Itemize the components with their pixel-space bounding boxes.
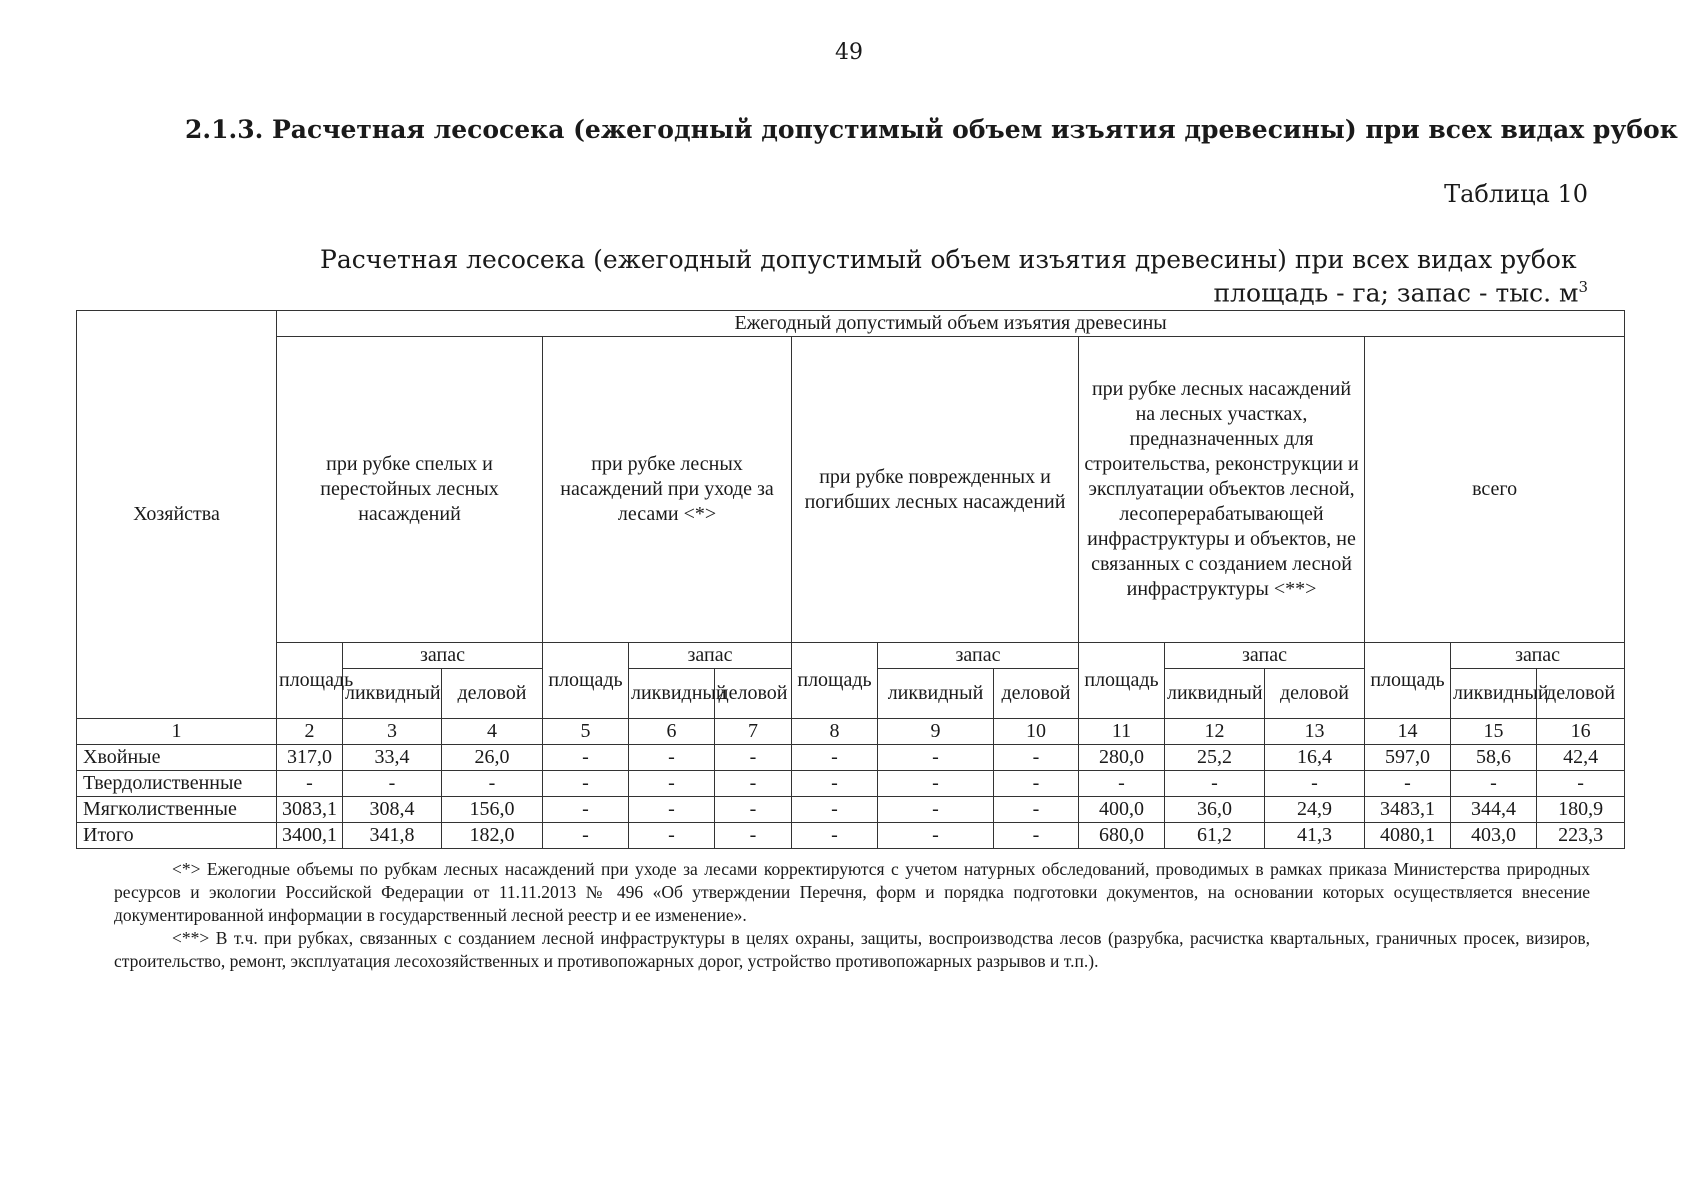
cell: - (792, 745, 878, 771)
cell: 61,2 (1165, 823, 1265, 849)
cell: 33,4 (343, 745, 442, 771)
col-number: 13 (1265, 719, 1365, 745)
header-liquid: ликвидный (343, 669, 442, 719)
header-stock: запас (343, 643, 543, 669)
row-name: Твердолиственные (77, 771, 277, 797)
table-label: Таблица 10 (1444, 180, 1588, 208)
header-farms: Хозяйства (77, 311, 277, 719)
header-liquid: ликвидный (1451, 669, 1537, 719)
cell: 223,3 (1537, 823, 1625, 849)
header-group-total: всего (1365, 337, 1625, 643)
cell: 280,0 (1079, 745, 1165, 771)
header-stock: запас (629, 643, 792, 669)
header-stock: запас (878, 643, 1079, 669)
cell: - (1165, 771, 1265, 797)
cell: 403,0 (1451, 823, 1537, 849)
cell: 597,0 (1365, 745, 1451, 771)
cell: - (878, 771, 994, 797)
cell: 344,4 (1451, 797, 1537, 823)
cell: 400,0 (1079, 797, 1165, 823)
header-business: деловой (1537, 669, 1625, 719)
header-stock: запас (1451, 643, 1625, 669)
units-note (1213, 278, 1588, 307)
table-title: Расчетная лесосека (ежегодный допустимый объем изъятия древесины) при всех видах рубок (320, 245, 1577, 274)
col-number: 11 (1079, 719, 1165, 745)
header-liquid: ликвидный (629, 669, 715, 719)
cell: - (715, 823, 792, 849)
cell: - (994, 745, 1079, 771)
cell: - (878, 823, 994, 849)
cell: - (629, 797, 715, 823)
table-row-coniferous (77, 745, 1625, 771)
cell: 3483,1 (1365, 797, 1451, 823)
col-number: 3 (343, 719, 442, 745)
col-number: 12 (1165, 719, 1265, 745)
header-annual-volume: Ежегодный допустимый объем изъятия древесины (277, 311, 1625, 337)
cell: - (442, 771, 543, 797)
cell: - (1365, 771, 1451, 797)
header-area: площадь (543, 643, 629, 719)
cell: - (792, 823, 878, 849)
cell: - (1537, 771, 1625, 797)
col-number: 1 (77, 719, 277, 745)
col-number: 16 (1537, 719, 1625, 745)
cell: - (994, 823, 1079, 849)
cell: - (343, 771, 442, 797)
cell: - (715, 797, 792, 823)
cell: - (1079, 771, 1165, 797)
cell: 4080,1 (1365, 823, 1451, 849)
cell: - (543, 823, 629, 849)
col-number: 6 (629, 719, 715, 745)
header-group-care: при рубке лесных насаждений при уходе за лесами <*> (543, 337, 792, 643)
row-name: Мягколиственные (77, 797, 277, 823)
header-business: деловой (715, 669, 792, 719)
col-number: 4 (442, 719, 543, 745)
col-number: 15 (1451, 719, 1537, 745)
cell: - (1451, 771, 1537, 797)
col-number: 14 (1365, 719, 1451, 745)
cell: - (715, 745, 792, 771)
cell: - (543, 771, 629, 797)
cell: 317,0 (277, 745, 343, 771)
header-group-construction: при рубке лесных насаждений на лесных участках, предназначенных для строительства, реконструкции и эксплуатации объектов лесной, лесоперерабатывающей инфраструктуры и объектов, не связанных с созданием лесной инфраструктуры <**> (1079, 337, 1365, 643)
cell: - (629, 771, 715, 797)
row-name: Хвойные (77, 745, 277, 771)
header-area: площадь (1365, 643, 1451, 719)
cell: 41,3 (1265, 823, 1365, 849)
section-heading: 2.1.3. Расчетная лесосека (ежегодный допустимый объем изъятия древесины) при всех видах рубок (185, 115, 1678, 144)
allowable-cut-table (76, 310, 1625, 849)
units-text: площадь - га; запас - тыс. м (1213, 278, 1579, 308)
units-superscript: 3 (1578, 278, 1588, 296)
cell: - (878, 745, 994, 771)
cell: - (629, 823, 715, 849)
table-row-hardwood (77, 771, 1625, 797)
col-number: 8 (792, 719, 878, 745)
cell: 24,9 (1265, 797, 1365, 823)
cell: 308,4 (343, 797, 442, 823)
table-row-softwood (77, 797, 1625, 823)
table-row-total (77, 823, 1625, 849)
cell: 36,0 (1165, 797, 1265, 823)
row-name: Итого (77, 823, 277, 849)
footnote-infrastructure: <**> В т.ч. при рубках, связанных с созданием лесной инфраструктуры в целях охраны, защиты, воспроизводства лесов (разрубка, расчистка квартальных, граничных просек, визиров, строительство, ремонт, эксплуатация лесохозяйственных и противопожарных дорог, устройство противопожарных разрывов и т.п.). (114, 928, 1590, 971)
cell: - (994, 797, 1079, 823)
cell: - (629, 745, 715, 771)
col-number: 9 (878, 719, 994, 745)
footnote-care: <*> Ежегодные объемы по рубкам лесных насаждений при уходе за лесами корректируются с учетом натурных обследований, проводимых в рамках приказа Министерства природных ресурсов и экологии Российской Федерации от 11.11.2013 № 496 «Об утверждении Перечня, форм и порядка подготовки документов, на основании которых осуществляется внесение документированной информации в государственный лесной реестр и ее изменение». (114, 859, 1590, 925)
cell: 3083,1 (277, 797, 343, 823)
cell: - (878, 797, 994, 823)
header-liquid: ликвидный (878, 669, 994, 719)
cell: - (543, 797, 629, 823)
footnotes (114, 858, 1590, 973)
header-stock: запас (1165, 643, 1365, 669)
col-number: 7 (715, 719, 792, 745)
header-group-damaged: при рубке поврежденных и погибших лесных насаждений (792, 337, 1079, 643)
cell: 182,0 (442, 823, 543, 849)
cell: 26,0 (442, 745, 543, 771)
cell: - (715, 771, 792, 797)
cell: 341,8 (343, 823, 442, 849)
cell: 680,0 (1079, 823, 1165, 849)
cell: 180,9 (1537, 797, 1625, 823)
cell: 16,4 (1265, 745, 1365, 771)
cell: - (277, 771, 343, 797)
col-number: 5 (543, 719, 629, 745)
page-number: 49 (835, 40, 863, 65)
cell: 58,6 (1451, 745, 1537, 771)
cell: - (543, 745, 629, 771)
cell: 25,2 (1165, 745, 1265, 771)
header-group-mature: при рубке спелых и перестойных лесных насаждений (277, 337, 543, 643)
header-business: деловой (994, 669, 1079, 719)
col-number: 10 (994, 719, 1079, 745)
header-business: деловой (1265, 669, 1365, 719)
header-liquid: ликвидный (1165, 669, 1265, 719)
cell: 3400,1 (277, 823, 343, 849)
header-area: площадь (277, 643, 343, 719)
col-number: 2 (277, 719, 343, 745)
cell: - (792, 771, 878, 797)
header-business: деловой (442, 669, 543, 719)
cell: 42,4 (1537, 745, 1625, 771)
cell: 156,0 (442, 797, 543, 823)
header-area: площадь (792, 643, 878, 719)
cell: - (1265, 771, 1365, 797)
column-number-row (77, 719, 1625, 745)
cell: - (994, 771, 1079, 797)
header-area: площадь (1079, 643, 1165, 719)
cell: - (792, 797, 878, 823)
